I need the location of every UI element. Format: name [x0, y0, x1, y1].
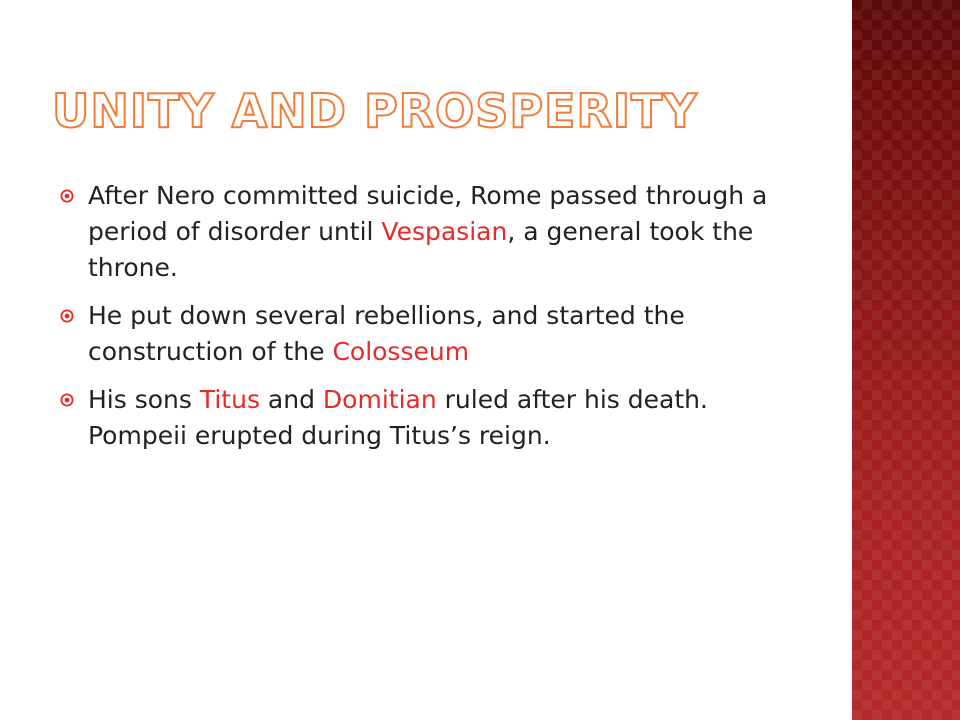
- slide-title: UNITY AND PROSPERITY: [52, 84, 698, 138]
- circled-dot-icon: [60, 309, 74, 323]
- bullet-text: , a general took the throne.: [88, 217, 754, 282]
- bullet-item-3: [60, 382, 800, 454]
- circled-dot-icon: [60, 393, 74, 407]
- bullet-text: His sons: [88, 385, 200, 414]
- circled-dot-icon: [60, 189, 74, 203]
- decorative-side-band: [852, 0, 960, 720]
- bullet-text: and: [259, 385, 323, 414]
- bullet-item-2: [60, 298, 800, 370]
- highlight-vespasian: Vespasian: [381, 217, 508, 246]
- bullet-list: [60, 178, 800, 466]
- highlight-titus: Titus: [199, 385, 260, 414]
- bullet-text: ruled after his death. Pompeii erupted during Titus’s reign.: [88, 385, 708, 450]
- bullet-item-1: [60, 178, 800, 286]
- highlight-domitian: Domitian: [322, 385, 437, 414]
- highlight-colosseum: Colosseum: [332, 337, 470, 366]
- bullet-text: He put down several rebellions, and started the construction of the: [88, 301, 685, 366]
- bullet-text: After Nero committed suicide, Rome passed through a period of disorder until: [88, 181, 768, 246]
